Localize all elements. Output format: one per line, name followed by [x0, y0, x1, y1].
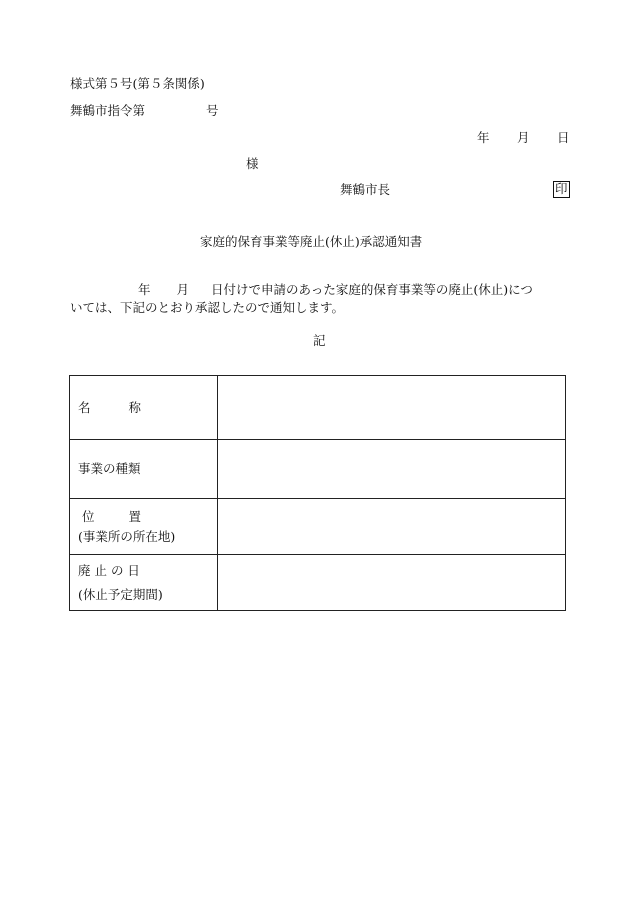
table-row-type [70, 440, 566, 499]
document-title: 家庭的保育事業等廃止(休止)承認通知書 [200, 234, 423, 249]
label-text: 称 [128, 399, 142, 415]
details-table [69, 375, 566, 611]
table-row-location [70, 499, 566, 555]
addressee-suffix: 様 [246, 156, 259, 171]
value-cell [218, 376, 566, 440]
body-year: 年 [138, 282, 151, 297]
label-text: 事業の種類 [78, 461, 141, 477]
body-paragraph [70, 281, 570, 317]
designation-suffix: 号 [206, 103, 219, 118]
label-cell [70, 376, 218, 440]
body-line2: いては、下記のとおり承認したので通知します。 [70, 300, 345, 315]
label-text: 位 [82, 509, 95, 525]
label-text: 名 [78, 399, 91, 415]
label-cell [70, 440, 218, 499]
label-text: 置 [128, 509, 142, 525]
date-month: 月 [517, 130, 530, 145]
date-year: 年 [477, 130, 490, 145]
value-cell [218, 555, 566, 611]
value-cell [218, 499, 566, 555]
label-subtext: (事業所の所在地) [78, 528, 176, 544]
value-cell [218, 440, 566, 499]
label-cell [70, 499, 218, 555]
table-row-name [70, 376, 566, 440]
form-number: 様式第５号(第５条関係) [70, 76, 205, 91]
body-month: 月 [176, 282, 190, 297]
seal-mark: 印 [555, 181, 568, 196]
ki-heading: 記 [313, 333, 326, 348]
label-subtext: (休止予定期間) [78, 586, 163, 602]
table-row-date [70, 555, 566, 611]
label-cell [70, 555, 218, 611]
issuer-name: 舞鶴市長 [340, 182, 391, 197]
label-text: 廃 止 の 日 [78, 563, 140, 579]
body-line1: 日付けで申請のあった家庭的保育事業等の廃止(休止)につ [211, 282, 533, 297]
designation-prefix: 舞鶴市指令第 [70, 103, 146, 118]
date-day: 日 [557, 130, 570, 145]
